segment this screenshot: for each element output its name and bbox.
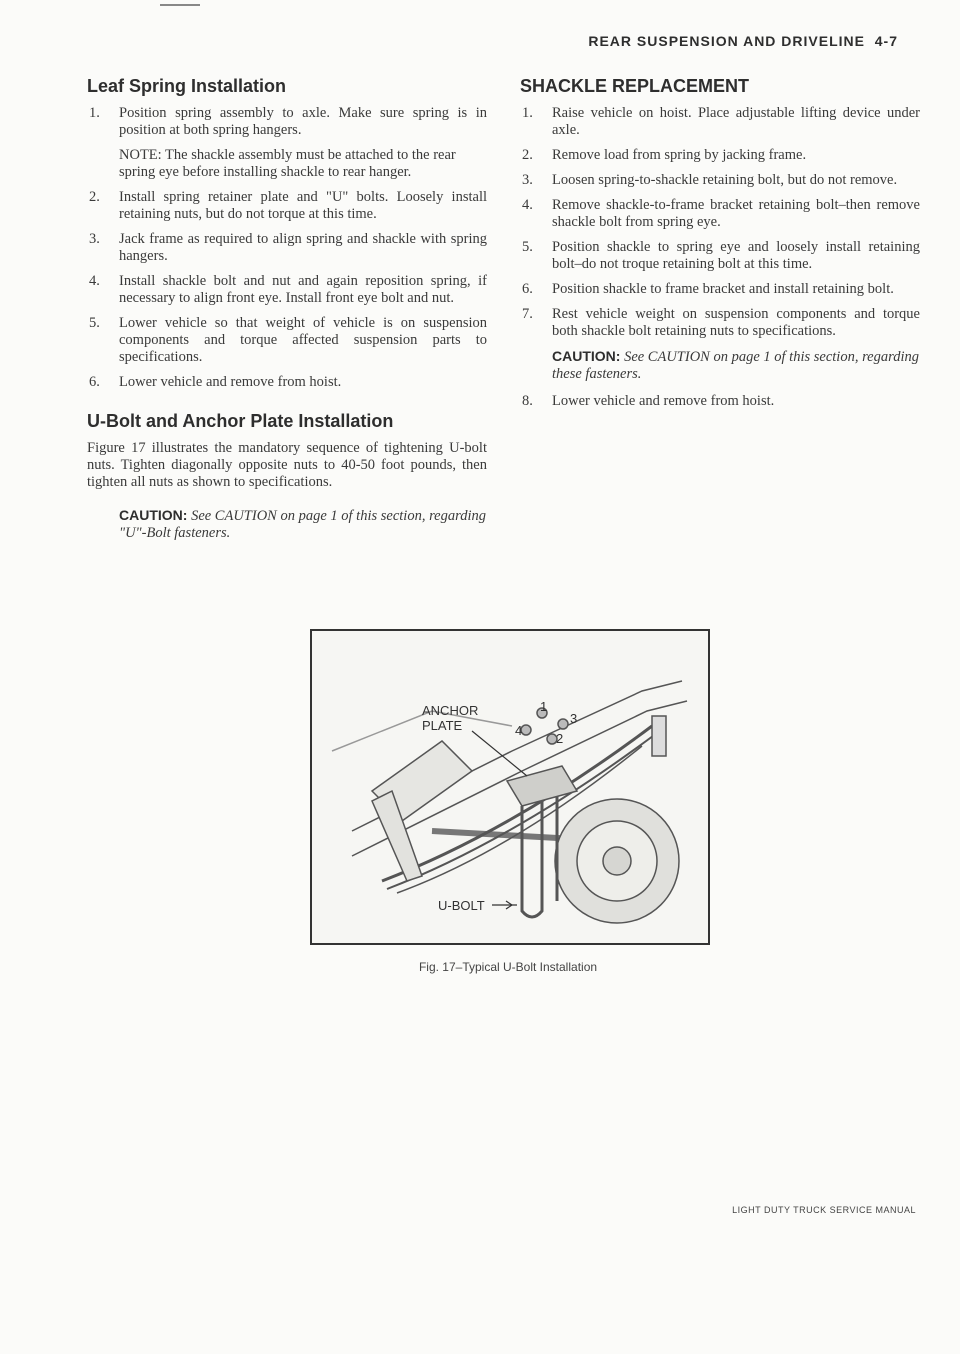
nut-label-3: 3 [570, 711, 578, 726]
step-text: Install spring retainer plate and "U" bolts. Loosely install retaining nuts, but do not torque at this time. [119, 189, 487, 222]
step-text: Rest vehicle weight on suspension components and torque both shackle bolt retaining nuts to specifications. [552, 306, 920, 339]
caution-label: CAUTION: [552, 348, 621, 364]
list-item [87, 231, 487, 265]
step-number: 6. [522, 281, 533, 297]
caution-label: CAUTION: [119, 507, 188, 523]
step-text: Remove load from spring by jacking frame. [552, 147, 807, 163]
figure-caption: Fig. 17–Typical U-Bolt Installation [418, 960, 598, 974]
step-number: 3. [522, 172, 533, 188]
shackle-heading: SHACKLE REPLACEMENT [520, 76, 750, 96]
nut-3 [558, 719, 568, 729]
step-number: 1. [522, 105, 533, 121]
anchor-plate [507, 766, 577, 806]
step-number: 6. [89, 374, 100, 390]
left-column [87, 76, 487, 542]
step-number: 8. [522, 393, 533, 409]
page-footer: LIGHT DUTY TRUCK SERVICE MANUAL [732, 1205, 916, 1215]
caution-text: See CAUTION on page 1 of this section, regarding these fasteners. [552, 349, 920, 382]
nut-label-1: 1 [540, 699, 548, 714]
list-item [87, 105, 487, 139]
step-text: Loosen spring-to-shackle retaining bolt, but do not remove. [552, 172, 898, 188]
step-number: 4. [522, 197, 533, 213]
step-number: 1. [89, 105, 100, 121]
header-title: REAR SUSPENSION AND DRIVELINE [588, 33, 865, 49]
step-number: 4. [89, 273, 100, 289]
step-text: Position spring assembly to axle. Make sure spring is in position at both spring hangers. [119, 105, 487, 138]
list-item [520, 393, 920, 410]
list-item [520, 147, 920, 164]
ubolt-body: Figure 17 illustrates the mandatory sequence of tightening U-bolt nuts. Tighten diagonally opposite nuts to 40-50 foot pounds, then tighten all nuts as shown to specifications. [87, 440, 487, 490]
caution-text: See CAUTION on page 1 of this section, regarding "U"-Bolt fasteners. [119, 508, 487, 541]
rear-shackle [652, 716, 666, 756]
step-number: 7. [522, 306, 533, 322]
right-column [520, 76, 920, 418]
list-item [520, 306, 920, 340]
leaf-spring-heading: Leaf Spring Installation [87, 76, 287, 96]
hub [603, 847, 631, 875]
step-number: 2. [89, 189, 100, 205]
figure-ubolt-installation [310, 629, 710, 945]
page-header [588, 33, 898, 49]
list-item [520, 172, 920, 189]
nut-label-4: 4 [515, 723, 523, 738]
step-text: Lower vehicle and remove from hoist. [552, 393, 775, 409]
list-item [520, 239, 920, 273]
scan-mark [160, 4, 200, 6]
shackle-steps-cont [520, 393, 920, 410]
ubolt-label: U-BOLT [438, 898, 485, 913]
shackle-steps [520, 105, 920, 340]
step-text: Position shackle to spring eye and loosely install retaining bolt–do not troque retaining bolt at this time. [552, 239, 920, 272]
list-item [87, 189, 487, 223]
leaf-spring-steps [87, 105, 487, 139]
note: NOTE: The shackle assembly must be attached to the rear spring eye before installing shackle to rear hanger. [119, 147, 456, 180]
step-number: 5. [89, 315, 100, 331]
suspension-illustration [312, 631, 708, 943]
step-text: Remove shackle-to-frame bracket retaining bolt–then remove shackle bolt from spring eye. [552, 197, 920, 230]
ubolt-caution [119, 507, 487, 542]
step-text: Install shackle bolt and nut and again reposition spring, if necessary to align front eye. Install front eye bolt and nut. [119, 273, 487, 306]
step-text: Position shackle to frame bracket and install retaining bolt. [552, 281, 894, 297]
list-item [520, 105, 920, 139]
step-text: Lower vehicle so that weight of vehicle is on suspension components and torque affected suspension parts to specifications. [119, 315, 487, 365]
page-number: 4-7 [874, 33, 898, 49]
step-number: 2. [522, 147, 533, 163]
nut-4 [521, 725, 531, 735]
step-number: 5. [522, 239, 533, 255]
ubolt-heading: U-Bolt and Anchor Plate Installation [87, 411, 394, 431]
list-item [87, 315, 487, 366]
anchor-label-line1: ANCHOR [422, 703, 479, 718]
u-bolt-shape [522, 801, 542, 917]
shackle-caution [552, 348, 920, 383]
list-item [520, 197, 920, 231]
step-text: Lower vehicle and remove from hoist. [119, 374, 342, 390]
step-number: 3. [89, 231, 100, 247]
step-text: Jack frame as required to align spring and shackle with spring hangers. [119, 231, 487, 264]
list-item [87, 273, 487, 307]
leaf-spring-steps-cont [87, 189, 487, 391]
list-item [87, 374, 487, 391]
step-text: Raise vehicle on hoist. Place adjustable lifting device under axle. [552, 105, 920, 138]
list-item [520, 281, 920, 298]
anchor-label-line2: PLATE [422, 718, 463, 733]
nut-label-2: 2 [556, 731, 564, 746]
